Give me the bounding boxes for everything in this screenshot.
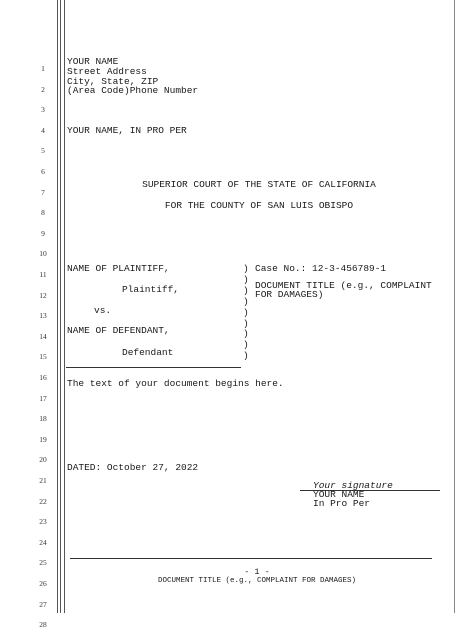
footer-document-title: DOCUMENT TITLE (e.g., COMPLAINT FOR DAMAGES) bbox=[157, 577, 357, 585]
signature-text: Your signature bbox=[313, 480, 393, 491]
case-number: Case No.: 12-3-456789-1 bbox=[255, 263, 387, 274]
line-number: 21 bbox=[39, 476, 47, 485]
signer-name: YOUR NAME bbox=[313, 489, 365, 500]
body-text: The text of your document begins here. bbox=[67, 378, 284, 389]
court-county: FOR THE COUNTY OF SAN LUIS OBISPO bbox=[164, 200, 354, 211]
signer-pro-per: In Pro Per bbox=[313, 498, 371, 509]
line-number: 8 bbox=[41, 208, 45, 218]
line-number: 27 bbox=[39, 599, 47, 609]
line-number: 3 bbox=[41, 105, 45, 115]
line-number: 15 bbox=[39, 352, 47, 362]
page-number: - 1 - bbox=[244, 567, 270, 577]
line-number: 1 bbox=[41, 64, 45, 73]
line-number: 26 bbox=[39, 579, 47, 588]
dated-line: DATED: October 27, 2022 bbox=[67, 462, 199, 473]
line-number: 2 bbox=[41, 84, 45, 94]
line-number: 14 bbox=[39, 331, 47, 341]
right-margin-rule bbox=[454, 0, 455, 613]
line-number: 13 bbox=[39, 311, 47, 321]
line-number: 7 bbox=[41, 187, 45, 197]
caption-underline bbox=[66, 367, 241, 368]
line-number: 4 bbox=[41, 125, 45, 135]
defendant-label: Defendant bbox=[122, 347, 174, 358]
pro-per-line: YOUR NAME, IN PRO PER bbox=[67, 125, 187, 136]
line-number: 5 bbox=[41, 146, 45, 156]
attorney-phone: (Area Code)Phone Number bbox=[67, 85, 199, 96]
line-number: 9 bbox=[41, 228, 45, 238]
footer-rule bbox=[70, 558, 432, 559]
line-number: 24 bbox=[39, 537, 47, 547]
line-number: 20 bbox=[39, 455, 47, 465]
line-number: 11 bbox=[39, 270, 47, 279]
line-number: 25 bbox=[39, 558, 47, 568]
versus: vs. bbox=[94, 305, 112, 316]
line-number: 6 bbox=[41, 167, 45, 176]
line-number: 10 bbox=[39, 249, 47, 259]
text-margin-rule bbox=[64, 0, 65, 613]
line-number: 23 bbox=[39, 517, 47, 527]
line-number: 18 bbox=[39, 414, 47, 424]
caption-parens: ) ) ) ) ) ) ) ) ) bbox=[243, 263, 249, 362]
line-number: 19 bbox=[39, 434, 47, 444]
line-number: 28 bbox=[39, 620, 47, 629]
attorney-name: YOUR NAME bbox=[67, 56, 119, 67]
plaintiff-label: Plaintiff, bbox=[122, 284, 180, 295]
line-number: 16 bbox=[39, 373, 47, 382]
document-title-line-1: DOCUMENT TITLE (e.g., COMPLAINT bbox=[255, 280, 432, 291]
line-number: 22 bbox=[39, 496, 47, 506]
attorney-street: Street Address bbox=[67, 66, 147, 77]
left-margin-rule-inner bbox=[60, 0, 61, 613]
left-margin-rule bbox=[57, 0, 58, 613]
line-number: 17 bbox=[39, 393, 47, 403]
court-name: SUPERIOR COURT OF THE STATE OF CALIFORNIA bbox=[142, 179, 376, 190]
plaintiff-name: NAME OF PLAINTIFF, bbox=[67, 263, 170, 274]
document-title-line-2: FOR DAMAGES) bbox=[255, 289, 324, 300]
attorney-city: City, State, ZIP bbox=[67, 76, 159, 87]
line-number: 12 bbox=[39, 290, 47, 300]
defendant-name: NAME OF DEFENDANT, bbox=[67, 325, 170, 336]
